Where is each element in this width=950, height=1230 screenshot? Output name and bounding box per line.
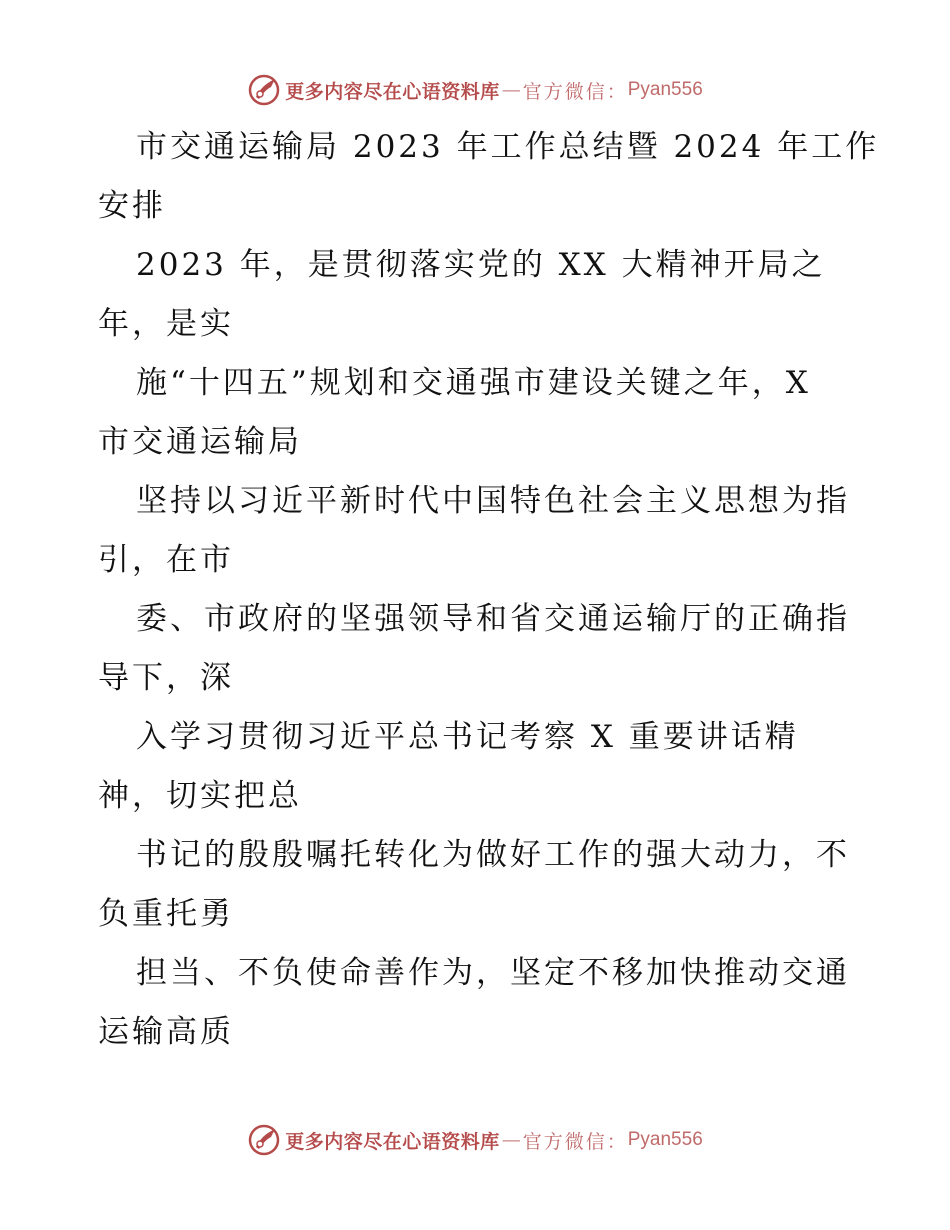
- text-line: 运输高质: [98, 1014, 234, 1050]
- text-line: 导下，深: [98, 660, 234, 696]
- text-line: 书记的殷殷嘱托转化为做好工作的强大动力，不: [136, 837, 850, 873]
- watermark-wechat-label: 官方微信：: [522, 80, 628, 103]
- text-line: 入学习贯彻习近平总书记考察 X 重要讲话精: [136, 719, 799, 755]
- text-line: 担当、不负使命善作为，坚定不移加快推动交通: [136, 955, 850, 991]
- text-line: 委、市政府的坚强领导和省交通运输厅的正确指: [136, 601, 850, 637]
- text-line: 市交通运输局: [98, 424, 302, 460]
- text-line: 引，在市: [98, 542, 234, 578]
- text-line: 2023 年，是贯彻落实党的 XX 大精神开局之: [136, 247, 826, 283]
- footer-watermark: [0, 1120, 950, 1160]
- text-line: 安排: [98, 188, 166, 224]
- text-line: 施“十四五”规划和交通强市建设关键之年，X: [136, 365, 811, 401]
- watermark-dash: —: [501, 79, 521, 101]
- text-line: 坚持以习近平新时代中国特色社会主义思想为指: [136, 483, 850, 519]
- watermark-wechat-id: Pyan556: [627, 79, 703, 100]
- brand-logo-icon: [247, 1123, 281, 1157]
- watermark-wechat-id: Pyan556: [627, 1129, 703, 1150]
- document-body: [98, 118, 880, 1062]
- header-watermark: [0, 70, 950, 110]
- text-line: 神，切实把总: [98, 778, 302, 814]
- watermark-dash: —: [501, 1129, 521, 1151]
- watermark-brand-text: 更多内容尽在心语资料库: [285, 1130, 500, 1153]
- text-line: 负重托勇: [98, 896, 234, 932]
- text-line: 市交通运输局 2023 年工作总结暨 2024 年工作: [136, 129, 880, 165]
- watermark-wechat-label: 官方微信：: [522, 1130, 628, 1153]
- watermark-brand-text: 更多内容尽在心语资料库: [285, 80, 500, 103]
- brand-logo-icon: [247, 73, 281, 107]
- text-line: 年，是实: [98, 306, 234, 342]
